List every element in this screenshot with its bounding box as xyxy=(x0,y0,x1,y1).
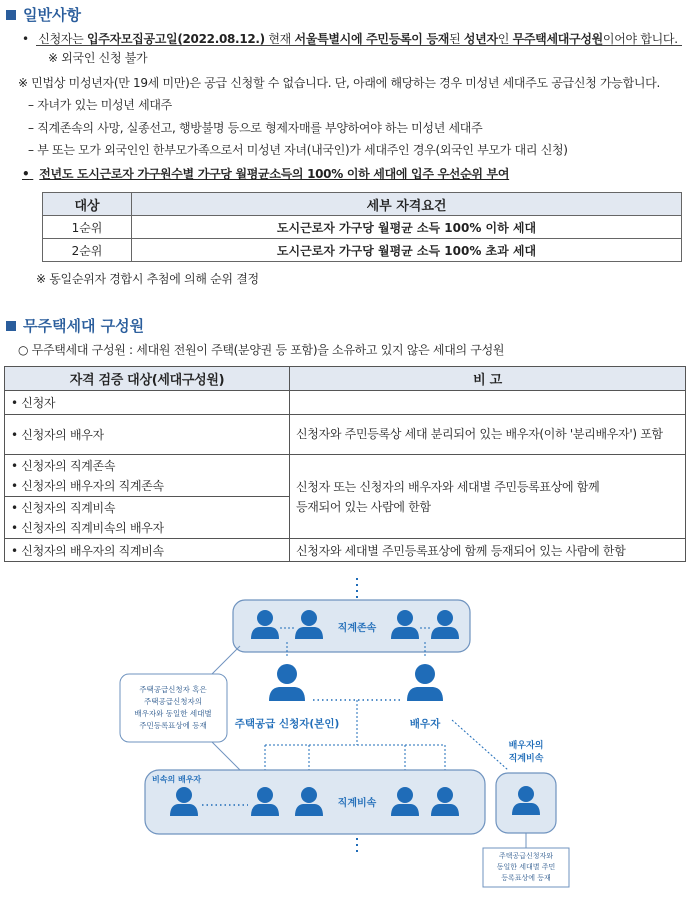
text-part: 신청자는 xyxy=(38,32,87,46)
general-line-3: ※ 민법상 미성년자(만 19세 미만)은 공급 신청할 수 없습니다. 단, 아래에 해당하는 경우 미성년 세대주도 공급신청 가능합니다. xyxy=(18,76,660,90)
table-cell: 1순위 xyxy=(43,216,132,239)
section-title-text: 무주택세대 구성원 xyxy=(23,317,145,335)
table-cell xyxy=(5,455,290,497)
table-cell: • 신청자의 배우자의 직계비속 xyxy=(5,539,290,562)
priority-note: ※ 동일순위자 경합시 추첨에 의해 순위 결정 xyxy=(36,272,259,286)
text-part: 인 xyxy=(497,32,513,46)
general-line-4: – 자녀가 있는 미성년 세대주 xyxy=(28,98,172,112)
spouse-descendants-label: 배우자의 xyxy=(508,741,544,751)
note-left-line: 배우자와 동일한 세대별 xyxy=(134,709,212,718)
table-header-row xyxy=(43,193,682,216)
spouse-icon xyxy=(407,664,443,701)
table-cell xyxy=(290,391,686,415)
ascendants-label: 직계존속 xyxy=(337,623,377,634)
square-bullet-icon xyxy=(6,10,16,20)
cell-line: • 신청자의 직계존속 xyxy=(11,458,116,473)
header-cell: 자격 검증 대상(세대구성원) xyxy=(5,367,290,391)
table-row xyxy=(5,415,686,455)
applicant-icon xyxy=(269,664,305,701)
header-cell: 대상 xyxy=(43,193,132,216)
note-left-line: 주민등록표상에 등재 xyxy=(139,721,207,730)
note-right-line: 동일한 세대별 주민 xyxy=(496,863,556,871)
table-row xyxy=(43,216,682,239)
table-header-row xyxy=(5,367,686,391)
text-part: 된 xyxy=(449,32,464,46)
bullet: • xyxy=(22,32,29,46)
note-right-line: 등록표상에 등재 xyxy=(501,874,551,882)
spouse-label: 배우자 xyxy=(409,718,441,730)
household-diagram xyxy=(0,570,689,899)
table-row xyxy=(5,455,686,497)
section-title-household xyxy=(6,315,144,336)
table-cell: 도시근로자 가구당 월평균 소득 100% 이하 세대 xyxy=(132,216,682,239)
cell-line: 신청자 또는 신청자의 배우자와 세대별 주민등록표상에 함께 xyxy=(296,479,600,494)
table-row xyxy=(5,539,686,562)
text-part-bold: 성년자 xyxy=(463,32,498,46)
household-table xyxy=(4,366,686,562)
cell-line: • 신청자의 직계비속의 배우자 xyxy=(11,520,164,535)
general-line-5: – 직계존속의 사망, 실종선고, 행방불명 등으로 형제자매를 부양하여야 하는 미성년 세대주 xyxy=(28,121,483,135)
table-cell: 신청자와 주민등록상 세대 분리되어 있는 배우자(이하 '분리배우자') 포함 xyxy=(290,415,686,455)
bullet: • xyxy=(22,167,30,181)
header-cell: 세부 자격요건 xyxy=(132,193,682,216)
table-cell: 도시근로자 가구당 월평균 소득 100% 초과 세대 xyxy=(132,239,682,262)
text-part: 현재 xyxy=(264,32,295,46)
text-part-bold: 무주택세대구성원 xyxy=(512,32,603,46)
general-line-2: ※ 외국인 신청 불가 xyxy=(48,51,148,65)
header-cell: 비 고 xyxy=(290,367,686,391)
table-cell xyxy=(290,455,686,539)
section-title-text: 일반사항 xyxy=(23,6,81,24)
text-part-bold: 입주자모집공고일(2022.08.12.) xyxy=(86,32,265,46)
table-cell: 2순위 xyxy=(43,239,132,262)
priority-table xyxy=(42,192,682,262)
table-cell: 신청자와 세대별 주민등록표상에 함께 등재되어 있는 사람에 한함 xyxy=(290,539,686,562)
table-cell: • 신청자의 배우자 xyxy=(5,415,290,455)
cell-line: • 신청자의 직계비속 xyxy=(11,500,116,515)
text-part: 이어야 합니다. xyxy=(602,32,678,46)
cell-line: 등재되어 있는 사람에 한함 xyxy=(296,499,431,514)
applicant-label: 주택공급 신청자(본인) xyxy=(234,718,340,730)
table-cell xyxy=(5,497,290,539)
table-row xyxy=(43,239,682,262)
priority-statement: 전년도 도시근로자 가구원수별 가구당 월평균소득의 100% 이하 세대에 입주 우선순위 부여 xyxy=(39,167,510,181)
note-right-line: 주택공급신청자와 xyxy=(498,852,554,860)
household-desc: ○ 무주택세대 구성원 : 세대원 전원이 주택(분양권 등 포함)을 소유하고 있지 않은 세대의 구성원 xyxy=(18,343,505,357)
square-bullet-icon xyxy=(6,321,16,331)
underline-rule xyxy=(36,45,682,46)
spouse-descendants-label: 직계비속 xyxy=(508,754,544,764)
table-cell: • 신청자 xyxy=(5,391,290,415)
cell-line: • 신청자의 배우자의 직계존속 xyxy=(11,478,164,493)
general-line-7 xyxy=(22,165,509,182)
descendant-spouse-label: 비속의 배우자 xyxy=(152,775,202,784)
descendants-label: 직계비속 xyxy=(337,798,377,809)
note-left-line: 주택공급신청자의 xyxy=(144,697,202,706)
table-row xyxy=(5,391,686,415)
note-left-line: 주택공급신청자 혹은 xyxy=(139,685,207,694)
general-line-6: – 부 또는 모가 외국인인 한부모가족으로서 미성년 자녀(내국인)가 세대주인 경우(외국인 부모가 대리 신청) xyxy=(28,143,568,157)
section-title-general xyxy=(6,4,81,25)
text-part-bold: 서울특별시에 주민등록이 등재 xyxy=(294,32,450,46)
